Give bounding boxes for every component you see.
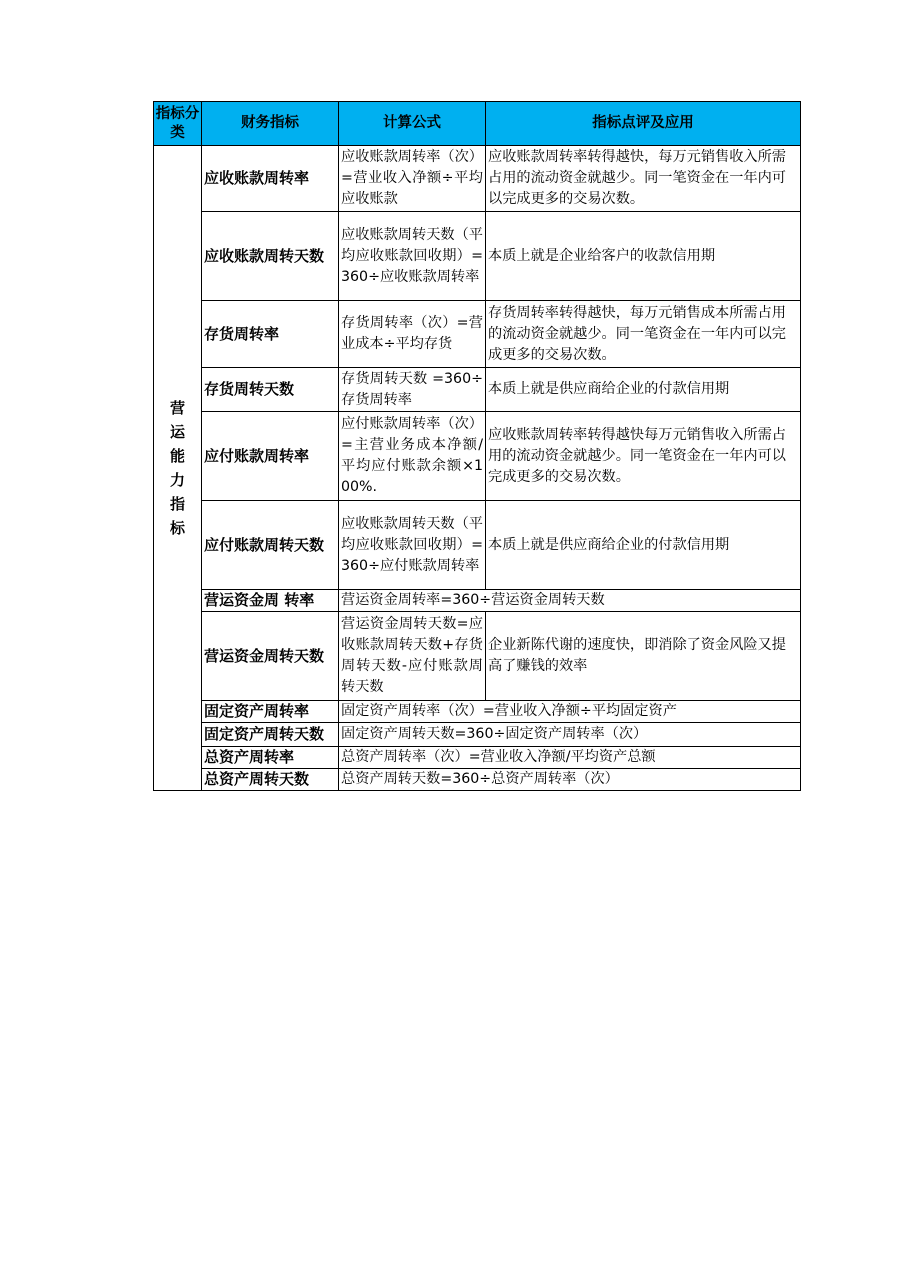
formula-cell: 应收账款周转天数（平均应收账款回收期）=360÷应付账款周转率 [339, 501, 486, 590]
indicator-name: 营运资金周转天数 [202, 612, 339, 701]
table-row [154, 747, 801, 769]
formula-cell: 应付账款周转率（次）=主营业务成本净额/平均应付账款余额×100%. [339, 412, 486, 501]
table-row [154, 612, 801, 701]
table-row [154, 301, 801, 368]
comment-cell: 本质上就是供应商给企业的付款信用期 [486, 368, 801, 412]
indicator-name: 固定资产周转天数 [202, 723, 339, 747]
header-row [154, 102, 801, 146]
formula-cell: 总资产周转天数=360÷总资产周转率（次） [339, 769, 801, 791]
formula-cell: 固定资产周转天数=360÷固定资产周转率（次） [339, 723, 801, 747]
indicator-name: 营运资金周 转率 [202, 590, 339, 612]
table-row [154, 769, 801, 791]
table-row [154, 590, 801, 612]
header-category: 指标分类 [154, 102, 202, 146]
formula-cell: 应收账款周转天数（平均应收账款回收期）=360÷应收账款周转率 [339, 212, 486, 301]
comment-cell: 存货周转率转得越快，每万元销售成本所需占用的流动资金就越少。同一笔资金在一年内可以完成更多的交易次数。 [486, 301, 801, 368]
financial-indicators-table [153, 101, 801, 791]
table-row [154, 501, 801, 590]
table-row [154, 412, 801, 501]
indicator-name: 应收账款周转率 [202, 146, 339, 212]
table-row [154, 368, 801, 412]
formula-cell: 营运资金周转天数=应收账款周转天数+存货周转天数-应付账款周转天数 [339, 612, 486, 701]
table-row [154, 146, 801, 212]
header-indicator: 财务指标 [202, 102, 339, 146]
formula-cell: 应收账款周转率（次）=营业收入净额÷平均应收账款 [339, 146, 486, 212]
table-row [154, 212, 801, 301]
comment-cell: 企业新陈代谢的速度快，即消除了资金风险又提高了赚钱的效率 [486, 612, 801, 701]
formula-cell: 总资产周转率（次）=营业收入净额/平均资产总额 [339, 747, 801, 769]
indicator-name: 存货周转率 [202, 301, 339, 368]
category-cell [154, 146, 202, 791]
indicator-name: 存货周转天数 [202, 368, 339, 412]
indicator-name: 应收账款周转天数 [202, 212, 339, 301]
indicator-name: 应付账款周转天数 [202, 501, 339, 590]
category-label: 营运能力指标 [169, 399, 185, 537]
table-row [154, 723, 801, 747]
formula-cell: 营运资金周转率=360÷营运资金周转天数 [339, 590, 801, 612]
header-comment: 指标点评及应用 [486, 102, 801, 146]
formula-cell: 固定资产周转率（次）=营业收入净额÷平均固定资产 [339, 701, 801, 723]
table-row [154, 701, 801, 723]
indicator-name: 应付账款周转率 [202, 412, 339, 501]
header-formula: 计算公式 [339, 102, 486, 146]
comment-cell: 本质上就是供应商给企业的付款信用期 [486, 501, 801, 590]
formula-cell: 存货周转天数 =360÷存货周转率 [339, 368, 486, 412]
indicator-name: 总资产周转率 [202, 747, 339, 769]
comment-cell: 应收账款周转率转得越快，每万元销售收入所需占用的流动资金就越少。同一笔资金在一年内可以完成更多的交易次数。 [486, 146, 801, 212]
formula-cell: 存货周转率（次）=营业成本÷平均存货 [339, 301, 486, 368]
comment-cell: 应收账款周转率转得越快每万元销售收入所需占用的流动资金就越少。同一笔资金在一年内可以完成更多的交易次数。 [486, 412, 801, 501]
comment-cell: 本质上就是企业给客户的收款信用期 [486, 212, 801, 301]
indicator-name: 总资产周转天数 [202, 769, 339, 791]
indicator-name: 固定资产周转率 [202, 701, 339, 723]
